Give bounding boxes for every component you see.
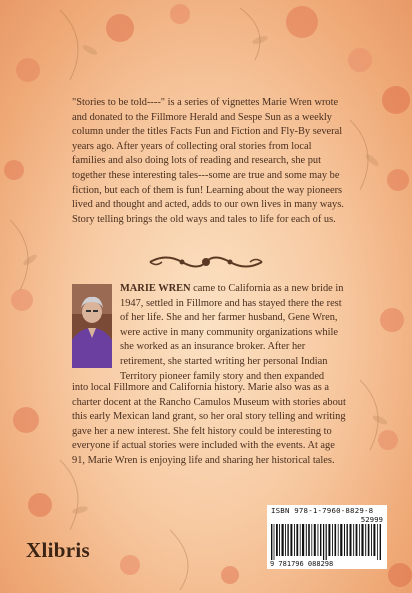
author-bio-text-1: came to California as a new bride in 1947, settled in Fillmore and has stayed there the rest of her life. She and her farmer husband, Gene Wren, were active in many community organizations while she worked as an insurance broker. After her retirement, she started writing her personal Indian Territory pioneer family story and then expanded bbox=[120, 283, 344, 382]
author-bio-continued: into local Fillmore and California history. Marie also was as a charter docent at the Rancho Camulos Museum with stories about this early Mexican land grant, so her oral story telling and writing gave her a new interest. She felt history could be interesting to everyone if actual stories were included with the events. At age 91, Marie Wren is enjoying life and sharing her historical tales. bbox=[72, 382, 346, 466]
isbn-label: ISBN 978-1-7960-8829-8 bbox=[271, 506, 374, 515]
barcode-number: 9 781796 088298 bbox=[270, 560, 334, 568]
price-code: 52999 bbox=[360, 515, 383, 524]
isbn-barcode bbox=[267, 505, 387, 569]
barcode-bars bbox=[271, 524, 383, 560]
author-bio-intro bbox=[120, 282, 346, 384]
author-photo bbox=[72, 284, 112, 368]
publisher-logo: Xlibris bbox=[26, 538, 90, 562]
book-description: "Stories to be told----" is a series of vignettes Marie Wren wrote and donated to the Fillmore Herald and Sespe Sun as a weekly column under the titles Facts Fun and Fiction and Fly-By several years ago. After years of collecting oral stories from local families and also doing lots of reading and research, she put together these interesting tales---some are true and some may be fiction, but each of them is fun! Learning about the way pioneers lived and thought and acted, adds to our own lives in many ways. Story telling brings the old ways and tales to life for each of us. bbox=[72, 97, 344, 225]
divider-ornament bbox=[146, 253, 266, 271]
author-name: MARIE WREN bbox=[120, 283, 191, 294]
